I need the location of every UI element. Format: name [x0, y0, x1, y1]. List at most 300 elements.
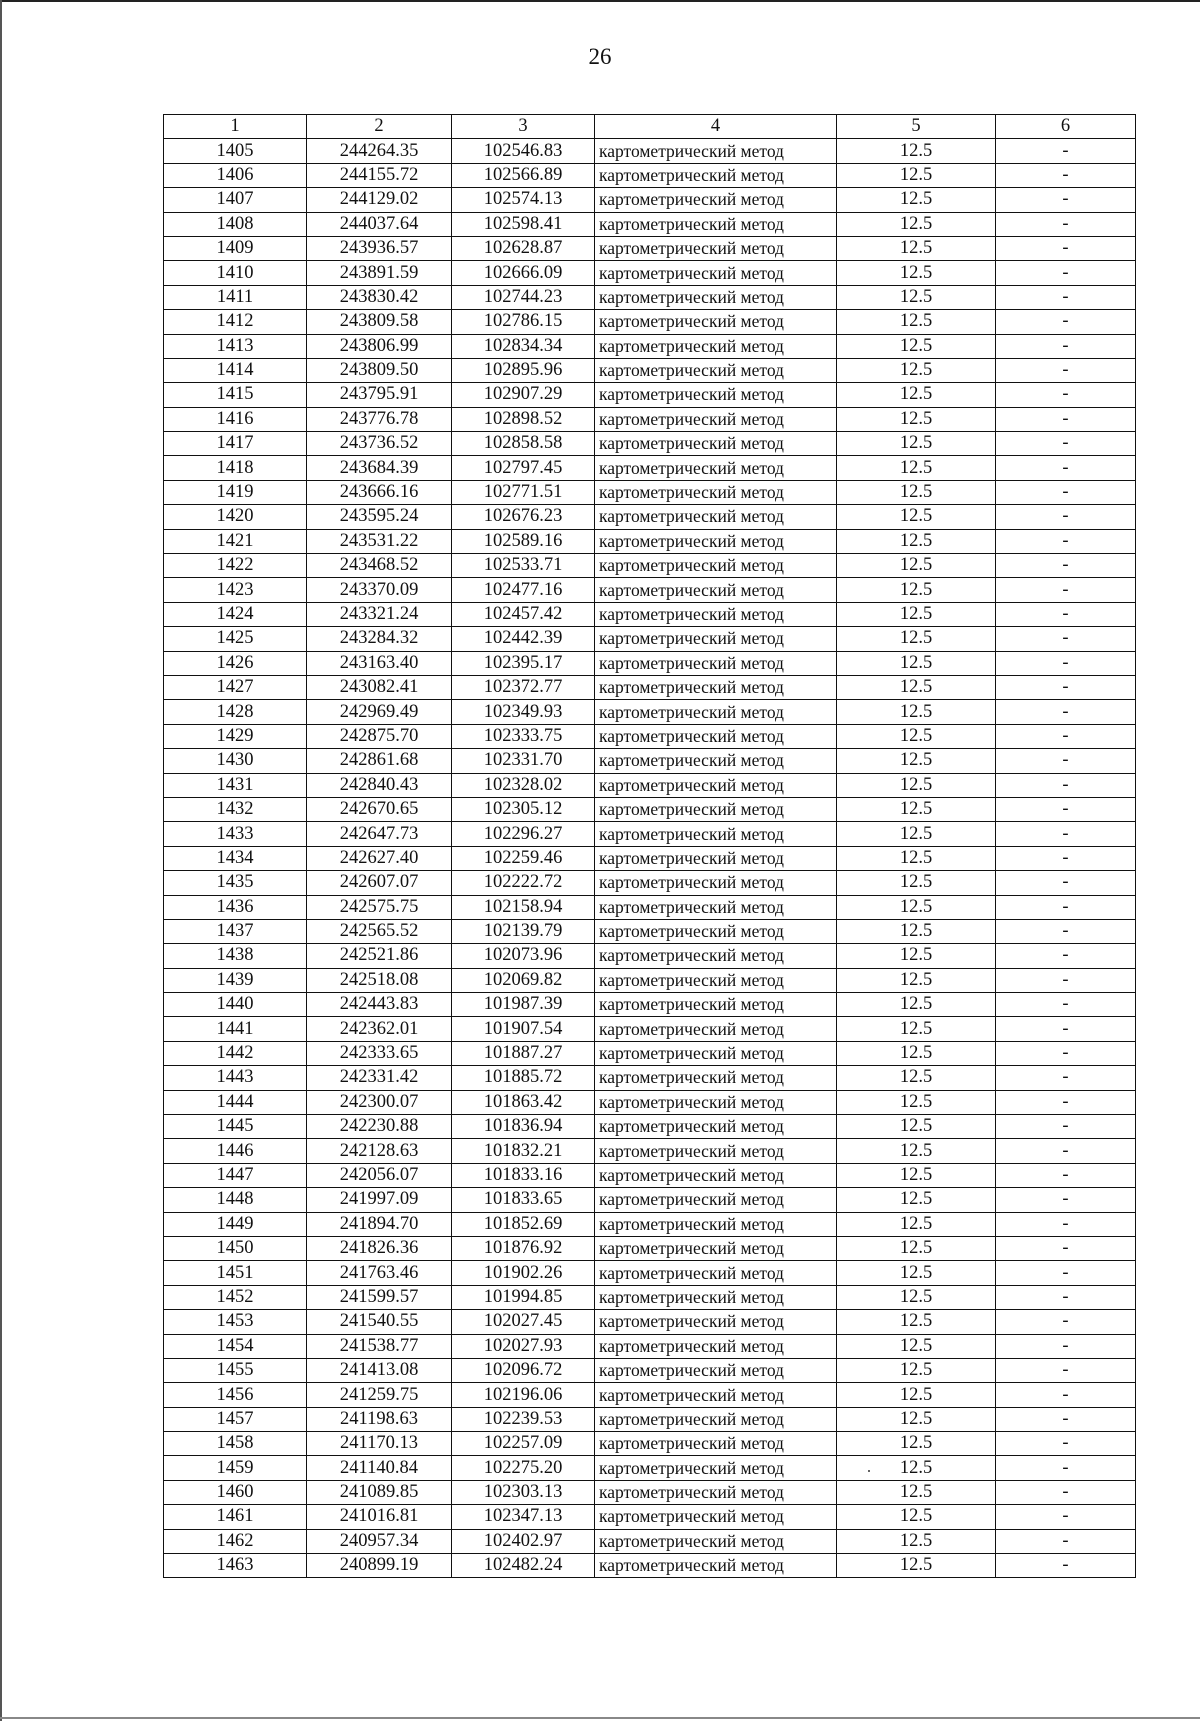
table-row [164, 1285, 1136, 1309]
cell-note: - [996, 919, 1136, 943]
cell-method: картометрический метод [595, 578, 837, 602]
cell-coord-y: 102676.23 [452, 505, 595, 529]
cell-accuracy: 12.5 [837, 919, 996, 943]
cell-point-number: 1406 [164, 163, 307, 187]
cell-accuracy: 12.5 [837, 871, 996, 895]
table-row [164, 1066, 1136, 1090]
table-row [164, 871, 1136, 895]
cell-note: - [996, 1432, 1136, 1456]
cell-note: - [996, 1115, 1136, 1139]
cell-coord-x: 244264.35 [307, 139, 452, 163]
cell-point-number: 1458 [164, 1432, 307, 1456]
cell-accuracy: 12.5 [837, 1407, 996, 1431]
cell-accuracy: 12.5 [837, 1505, 996, 1529]
cell-point-number: 1414 [164, 358, 307, 382]
cell-method: картометрический метод [595, 846, 837, 870]
header-col-3: 3 [452, 115, 595, 139]
cell-point-number: 1430 [164, 749, 307, 773]
cell-point-number: 1428 [164, 700, 307, 724]
cell-note: - [996, 1505, 1136, 1529]
cell-accuracy: 12.5 [837, 1554, 996, 1578]
cell-method: картометрический метод [595, 651, 837, 675]
table-row [164, 1139, 1136, 1163]
cell-coord-x: 243284.32 [307, 627, 452, 651]
cell-point-number: 1408 [164, 212, 307, 236]
cell-note: - [996, 724, 1136, 748]
cell-coord-y: 102259.46 [452, 846, 595, 870]
cell-accuracy: 12.5 [837, 432, 996, 456]
cell-note: - [996, 1212, 1136, 1236]
cell-accuracy: 12.5 [837, 505, 996, 529]
cell-accuracy: 12.5 [837, 944, 996, 968]
table-row [164, 188, 1136, 212]
cell-point-number: 1444 [164, 1090, 307, 1114]
cell-accuracy: 12.5 [837, 139, 996, 163]
cell-accuracy: 12.5 [837, 188, 996, 212]
table-row [164, 944, 1136, 968]
cell-accuracy: 12.5 [837, 773, 996, 797]
table-row [164, 675, 1136, 699]
cell-coord-y: 102372.77 [452, 675, 595, 699]
cell-coord-y: 102305.12 [452, 797, 595, 821]
cell-accuracy: 12.5 [837, 480, 996, 504]
cell-note: - [996, 602, 1136, 626]
table-row [164, 1041, 1136, 1065]
cell-accuracy: 12.5 [837, 1480, 996, 1504]
cell-method: картометрический метод [595, 724, 837, 748]
table-row [164, 1358, 1136, 1382]
cell-note: - [996, 1529, 1136, 1553]
cell-accuracy: 12.5 [837, 261, 996, 285]
table-row [164, 1163, 1136, 1187]
cell-accuracy: 12.5 [837, 1310, 996, 1334]
cell-accuracy: 12.5 [837, 1334, 996, 1358]
cell-accuracy: 12.5 [837, 1529, 996, 1553]
cell-point-number: 1461 [164, 1505, 307, 1529]
cell-point-number: 1443 [164, 1066, 307, 1090]
cell-coord-y: 102402.97 [452, 1529, 595, 1553]
cell-coord-y: 101885.72 [452, 1066, 595, 1090]
cell-accuracy: 12.5 [837, 456, 996, 480]
cell-accuracy: 12.5 [837, 163, 996, 187]
cell-point-number: 1417 [164, 432, 307, 456]
cell-accuracy: 12.5 [837, 1139, 996, 1163]
cell-coord-x: 241826.36 [307, 1236, 452, 1260]
cell-coord-y: 102482.24 [452, 1554, 595, 1578]
cell-note: - [996, 1334, 1136, 1358]
cell-note: - [996, 1017, 1136, 1041]
cell-point-number: 1454 [164, 1334, 307, 1358]
table-row [164, 1212, 1136, 1236]
table-row [164, 139, 1136, 163]
table-row [164, 895, 1136, 919]
cell-coord-x: 244037.64 [307, 212, 452, 236]
cell-note: - [996, 1090, 1136, 1114]
cell-accuracy: 12.5 [837, 651, 996, 675]
cell-note: - [996, 1261, 1136, 1285]
cell-method: картометрический метод [595, 554, 837, 578]
cell-accuracy: 12.5 [837, 1432, 996, 1456]
cell-method: картометрический метод [595, 383, 837, 407]
cell-note: - [996, 236, 1136, 260]
cell-note: - [996, 627, 1136, 651]
table-row [164, 846, 1136, 870]
cell-method: картометрический метод [595, 1261, 837, 1285]
table-row [164, 1432, 1136, 1456]
cell-note: - [996, 797, 1136, 821]
cell-coord-y: 102027.93 [452, 1334, 595, 1358]
cell-point-number: 1415 [164, 383, 307, 407]
cell-coord-y: 102771.51 [452, 480, 595, 504]
cell-coord-y: 102296.27 [452, 822, 595, 846]
cell-point-number: 1441 [164, 1017, 307, 1041]
cell-coord-x: 242518.08 [307, 968, 452, 992]
cell-accuracy: 12.5 [837, 602, 996, 626]
cell-note: - [996, 1383, 1136, 1407]
cell-coord-y: 102566.89 [452, 163, 595, 187]
cell-point-number: 1438 [164, 944, 307, 968]
cell-coord-x: 240957.34 [307, 1529, 452, 1553]
table-row [164, 480, 1136, 504]
cell-accuracy: 12.5 [837, 1358, 996, 1382]
cell-point-number: 1442 [164, 1041, 307, 1065]
cell-point-number: 1449 [164, 1212, 307, 1236]
cell-coord-y: 102257.09 [452, 1432, 595, 1456]
cell-coord-y: 102546.83 [452, 139, 595, 163]
cell-point-number: 1407 [164, 188, 307, 212]
cell-note: - [996, 1310, 1136, 1334]
cell-point-number: 1463 [164, 1554, 307, 1578]
cell-method: картометрический метод [595, 773, 837, 797]
cell-method: картометрический метод [595, 334, 837, 358]
cell-method: картометрический метод [595, 993, 837, 1017]
table-row [164, 968, 1136, 992]
cell-point-number: 1412 [164, 310, 307, 334]
cell-coord-y: 102895.96 [452, 358, 595, 382]
cell-coord-y: 101863.42 [452, 1090, 595, 1114]
cell-method: картометрический метод [595, 1383, 837, 1407]
table-row [164, 602, 1136, 626]
cell-coord-y: 102797.45 [452, 456, 595, 480]
cell-note: - [996, 1358, 1136, 1382]
cell-method: картометрический метод [595, 1358, 837, 1382]
cell-point-number: 1405 [164, 139, 307, 163]
cell-coord-y: 101907.54 [452, 1017, 595, 1041]
cell-coord-x: 243666.16 [307, 480, 452, 504]
cell-coord-x: 241540.55 [307, 1310, 452, 1334]
cell-note: - [996, 1480, 1136, 1504]
table-row [164, 285, 1136, 309]
cell-method: картометрический метод [595, 1139, 837, 1163]
cell-note: - [996, 188, 1136, 212]
cell-coord-x: 243370.09 [307, 578, 452, 602]
cell-point-number: 1446 [164, 1139, 307, 1163]
cell-coord-x: 243321.24 [307, 602, 452, 626]
cell-coord-x: 243531.22 [307, 529, 452, 553]
cell-coord-x: 242670.65 [307, 797, 452, 821]
cell-point-number: 1416 [164, 407, 307, 431]
cell-point-number: 1421 [164, 529, 307, 553]
cell-method: картометрический метод [595, 1115, 837, 1139]
cell-note: - [996, 529, 1136, 553]
cell-accuracy: 12.5 [837, 236, 996, 260]
cell-note: - [996, 968, 1136, 992]
cell-point-number: 1435 [164, 871, 307, 895]
cell-point-number: 1453 [164, 1310, 307, 1334]
table-row [164, 505, 1136, 529]
cell-accuracy: 12.5 [837, 1261, 996, 1285]
cell-coord-y: 102139.79 [452, 919, 595, 943]
cell-coord-x: 242333.65 [307, 1041, 452, 1065]
cell-note: - [996, 895, 1136, 919]
cell-method: картометрический метод [595, 944, 837, 968]
cell-point-number: 1433 [164, 822, 307, 846]
cell-note: - [996, 480, 1136, 504]
cell-note: - [996, 212, 1136, 236]
cell-method: картометрический метод [595, 407, 837, 431]
header-col-2: 2 [307, 115, 452, 139]
cell-accuracy: 12.5 [837, 285, 996, 309]
cell-point-number: 1447 [164, 1163, 307, 1187]
cell-accuracy: 12.5 [837, 1456, 996, 1480]
cell-note: - [996, 1066, 1136, 1090]
table-row [164, 1456, 1136, 1480]
cell-point-number: 1440 [164, 993, 307, 1017]
cell-point-number: 1459 [164, 1456, 307, 1480]
header-col-1: 1 [164, 115, 307, 139]
cell-accuracy: 12.5 [837, 212, 996, 236]
table-row [164, 529, 1136, 553]
cell-method: картометрический метод [595, 797, 837, 821]
cell-note: - [996, 871, 1136, 895]
cell-point-number: 1450 [164, 1236, 307, 1260]
cell-accuracy: 12.5 [837, 1212, 996, 1236]
cell-note: - [996, 846, 1136, 870]
cell-coord-x: 243468.52 [307, 554, 452, 578]
cell-accuracy: 12.5 [837, 627, 996, 651]
cell-point-number: 1424 [164, 602, 307, 626]
cell-point-number: 1426 [164, 651, 307, 675]
cell-accuracy: 12.5 [837, 334, 996, 358]
table-row [164, 163, 1136, 187]
cell-coord-y: 102349.93 [452, 700, 595, 724]
cell-point-number: 1422 [164, 554, 307, 578]
cell-accuracy: 12.5 [837, 822, 996, 846]
cell-note: - [996, 456, 1136, 480]
cell-coord-y: 102303.13 [452, 1480, 595, 1504]
cell-coord-x: 243736.52 [307, 432, 452, 456]
table-row [164, 1090, 1136, 1114]
cell-coord-x: 243936.57 [307, 236, 452, 260]
table-row [164, 407, 1136, 431]
cell-coord-y: 102666.09 [452, 261, 595, 285]
table-row [164, 1017, 1136, 1041]
table-row [164, 236, 1136, 260]
cell-coord-x: 243163.40 [307, 651, 452, 675]
cell-point-number: 1418 [164, 456, 307, 480]
table-row [164, 749, 1136, 773]
cell-note: - [996, 1285, 1136, 1309]
cell-method: картометрический метод [595, 1554, 837, 1578]
cell-point-number: 1445 [164, 1115, 307, 1139]
cell-method: картометрический метод [595, 602, 837, 626]
cell-note: - [996, 1139, 1136, 1163]
cell-accuracy: 12.5 [837, 797, 996, 821]
cell-note: - [996, 407, 1136, 431]
cell-note: - [996, 1188, 1136, 1212]
cell-coord-x: 242362.01 [307, 1017, 452, 1041]
cell-coord-x: 241170.13 [307, 1432, 452, 1456]
cell-coord-x: 241198.63 [307, 1407, 452, 1431]
cell-accuracy: 12.5 [837, 993, 996, 1017]
cell-accuracy: 12.5 [837, 846, 996, 870]
table-row [164, 1554, 1136, 1578]
cell-point-number: 1425 [164, 627, 307, 651]
cell-coord-y: 102347.13 [452, 1505, 595, 1529]
cell-method: картометрический метод [595, 480, 837, 504]
scan-edge-bottom [0, 1717, 1200, 1719]
page-number: 26 [588, 44, 612, 69]
cell-coord-x: 241599.57 [307, 1285, 452, 1309]
cell-coord-y: 101832.21 [452, 1139, 595, 1163]
cell-note: - [996, 822, 1136, 846]
cell-method: картометрический метод [595, 236, 837, 260]
table-row [164, 261, 1136, 285]
cell-note: - [996, 310, 1136, 334]
cell-coord-y: 101833.65 [452, 1188, 595, 1212]
cell-coord-y: 102744.23 [452, 285, 595, 309]
cell-note: - [996, 1236, 1136, 1260]
cell-coord-x: 241763.46 [307, 1261, 452, 1285]
cell-coord-y: 101833.16 [452, 1163, 595, 1187]
cell-method: картометрический метод [595, 188, 837, 212]
cell-note: - [996, 334, 1136, 358]
cell-coord-x: 243809.58 [307, 310, 452, 334]
cell-accuracy: 12.5 [837, 529, 996, 553]
table-row [164, 822, 1136, 846]
cell-method: картометрический метод [595, 261, 837, 285]
table-row [164, 1236, 1136, 1260]
coordinates-table [163, 114, 1136, 1578]
table-row [164, 651, 1136, 675]
cell-coord-x: 242056.07 [307, 1163, 452, 1187]
table-row [164, 212, 1136, 236]
cell-point-number: 1431 [164, 773, 307, 797]
table-row [164, 554, 1136, 578]
cell-coord-y: 102628.87 [452, 236, 595, 260]
cell-coord-x: 242443.83 [307, 993, 452, 1017]
table-row [164, 1529, 1136, 1553]
cell-coord-x: 243891.59 [307, 261, 452, 285]
cell-method: картометрический метод [595, 749, 837, 773]
table-row [164, 773, 1136, 797]
cell-coord-y: 102275.20 [452, 1456, 595, 1480]
table-row [164, 383, 1136, 407]
cell-method: картометрический метод [595, 1188, 837, 1212]
cell-method: картометрический метод [595, 529, 837, 553]
cell-point-number: 1457 [164, 1407, 307, 1431]
table-row [164, 1334, 1136, 1358]
table-row [164, 1188, 1136, 1212]
cell-note: - [996, 383, 1136, 407]
header-col-4: 4 [595, 115, 837, 139]
cell-note: - [996, 773, 1136, 797]
cell-method: картометрический метод [595, 1407, 837, 1431]
table-row [164, 993, 1136, 1017]
cell-coord-y: 102333.75 [452, 724, 595, 748]
cell-point-number: 1434 [164, 846, 307, 870]
cell-point-number: 1452 [164, 1285, 307, 1309]
cell-method: картометрический метод [595, 310, 837, 334]
cell-method: картометрический метод [595, 1505, 837, 1529]
cell-coord-y: 102096.72 [452, 1358, 595, 1382]
cell-point-number: 1437 [164, 919, 307, 943]
cell-coord-y: 102834.34 [452, 334, 595, 358]
cell-coord-x: 242565.52 [307, 919, 452, 943]
table-row [164, 1115, 1136, 1139]
cell-method: картометрический метод [595, 1285, 837, 1309]
cell-point-number: 1456 [164, 1383, 307, 1407]
cell-accuracy: 12.5 [837, 383, 996, 407]
cell-coord-y: 102442.39 [452, 627, 595, 651]
cell-coord-y: 102907.29 [452, 383, 595, 407]
cell-coord-x: 243795.91 [307, 383, 452, 407]
cell-coord-x: 242128.63 [307, 1139, 452, 1163]
cell-coord-y: 102158.94 [452, 895, 595, 919]
cell-coord-x: 242300.07 [307, 1090, 452, 1114]
cell-method: картометрический метод [595, 871, 837, 895]
cell-coord-y: 101987.39 [452, 993, 595, 1017]
cell-coord-x: 242575.75 [307, 895, 452, 919]
cell-accuracy: 12.5 [837, 554, 996, 578]
cell-coord-x: 243809.50 [307, 358, 452, 382]
cell-point-number: 1462 [164, 1529, 307, 1553]
cell-accuracy: 12.5 [837, 968, 996, 992]
cell-coord-y: 102574.13 [452, 188, 595, 212]
table-row [164, 578, 1136, 602]
cell-note: - [996, 1407, 1136, 1431]
cell-method: картометрический метод [595, 358, 837, 382]
cell-method: картометрический метод [595, 1456, 837, 1480]
cell-coord-x: 242647.73 [307, 822, 452, 846]
cell-method: картометрический метод [595, 822, 837, 846]
cell-coord-x: 242875.70 [307, 724, 452, 748]
cell-coord-x: 244155.72 [307, 163, 452, 187]
table-row [164, 1505, 1136, 1529]
cell-accuracy: 12.5 [837, 1188, 996, 1212]
cell-coord-y: 101887.27 [452, 1041, 595, 1065]
cell-point-number: 1411 [164, 285, 307, 309]
cell-coord-x: 243806.99 [307, 334, 452, 358]
table-row [164, 627, 1136, 651]
cell-point-number: 1448 [164, 1188, 307, 1212]
cell-accuracy: 12.5 [837, 358, 996, 382]
cell-point-number: 1436 [164, 895, 307, 919]
cell-point-number: 1423 [164, 578, 307, 602]
cell-point-number: 1410 [164, 261, 307, 285]
cell-note: - [996, 139, 1136, 163]
cell-accuracy: 12.5 [837, 675, 996, 699]
cell-note: - [996, 675, 1136, 699]
cell-coord-x: 242607.07 [307, 871, 452, 895]
cell-accuracy: 12.5 [837, 310, 996, 334]
cell-method: картометрический метод [595, 1529, 837, 1553]
cell-coord-x: 242840.43 [307, 773, 452, 797]
cell-method: картометрический метод [595, 895, 837, 919]
cell-method: картометрический метод [595, 1066, 837, 1090]
cell-coord-y: 102222.72 [452, 871, 595, 895]
cell-coord-y: 102331.70 [452, 749, 595, 773]
